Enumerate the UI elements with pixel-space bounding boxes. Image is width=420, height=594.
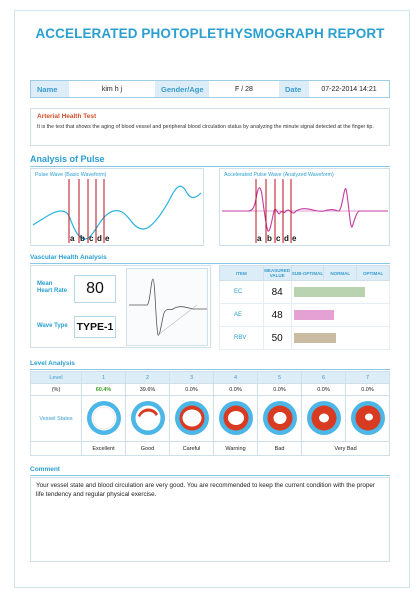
percent-cell: 0.0% (214, 384, 258, 396)
arterial-health-test-description: It is the test that shows the aging of blood vessel and peripheral blood circulation status by analyzing the minute signal detected at the finger tip. (37, 124, 374, 130)
vessel-cell (302, 396, 346, 442)
basic-waveform-caption: Pulse Wave (Basic Waveform) (35, 172, 107, 178)
table-row (220, 281, 390, 304)
percent-cell: 0.0% (170, 384, 214, 396)
header-measured-value: MEASURED VALUE (263, 266, 291, 281)
level-row-label: Level (31, 372, 82, 384)
level-analysis-heading: Level Analysis (30, 360, 75, 367)
table-row (220, 327, 390, 350)
percent-row-label: (%) (31, 384, 82, 396)
percent-cell: 0.0% (302, 384, 346, 396)
date-value: 07-22-2014 14:21 (309, 81, 389, 97)
item-value: 84 (263, 281, 291, 304)
level-cell: 3 (170, 372, 214, 384)
item-name: EC (220, 281, 264, 304)
marker-d-label: d (97, 234, 102, 243)
item-name: RBV (220, 327, 264, 350)
level-cell: 4 (214, 372, 258, 384)
vascular-health-heading: Vascular Health Analysis (30, 254, 107, 261)
level-cell: 5 (258, 372, 302, 384)
arterial-health-test-box (30, 108, 390, 146)
marker-a-label: a (70, 234, 75, 243)
percent-cell-highlight: 60.4% (82, 384, 126, 396)
item-bar-cell (291, 304, 389, 327)
name-label: Name (31, 81, 69, 97)
vessel-icon-7 (348, 398, 388, 438)
level-cell: 6 (302, 372, 346, 384)
item-bar-cell (291, 281, 389, 304)
state-row-spacer (31, 442, 82, 456)
mean-heart-rate-value: 80 (74, 275, 116, 303)
level-analysis-table (30, 371, 390, 456)
basic-waveform-chart (31, 169, 205, 247)
state-name: Warning (214, 442, 258, 456)
wave-type-label: Wave Type (37, 323, 68, 329)
vessel-icon-3 (172, 398, 212, 438)
basic-waveform-line (33, 186, 201, 239)
state-name: Bad (258, 442, 302, 456)
vessel-icon-1 (84, 398, 124, 438)
rbv-bar (294, 333, 336, 343)
vessel-cell (346, 396, 390, 442)
item-name: AE (220, 304, 264, 327)
wave-type-figure (126, 268, 208, 346)
date-label: Date (279, 81, 309, 97)
basic-waveform-panel (30, 168, 204, 246)
analyzed-waveform-panel (219, 168, 390, 246)
header-sub-optimal: SUB-OPTIMAL (291, 266, 324, 281)
ec-bar (294, 287, 365, 297)
state-name: Good (126, 442, 170, 456)
analyzed-marker-a-label: a (257, 234, 262, 243)
analyzed-marker-c-label: c (276, 234, 281, 243)
marker-b-label: b (80, 234, 85, 243)
gender-age-value: F / 28 (209, 81, 279, 97)
report-title: ACCELERATED PHOTOPLETHYSMOGRAPH REPORT (35, 26, 385, 41)
level-cell: 1 (82, 372, 126, 384)
vessel-icon-4 (216, 398, 256, 438)
vessel-cell (126, 396, 170, 442)
level-cell: 2 (126, 372, 170, 384)
analyzed-waveform-chart (220, 169, 391, 247)
gender-age-label: Gender/Age (155, 81, 209, 97)
state-name: Careful (170, 442, 214, 456)
vascular-health-divider (30, 263, 390, 264)
arterial-health-test-heading: Arterial Health Test (37, 113, 97, 120)
mean-heart-rate-label: Mean Heart Rate (37, 281, 68, 295)
comment-divider (30, 475, 390, 476)
analyzed-marker-d-label: d (284, 234, 289, 243)
marker-e-label: e (105, 234, 110, 243)
wave-type-curve-chart (127, 269, 209, 347)
state-name-very-bad: Very Bad (302, 442, 390, 456)
state-name: Excellent (82, 442, 126, 456)
wave-type-value: TYPE-1 (74, 316, 116, 338)
vessel-cell (214, 396, 258, 442)
marker-c-label: c (89, 234, 94, 243)
vessel-icon-5 (260, 398, 300, 438)
comment-heading: Comment (30, 466, 60, 473)
vascular-health-table (219, 265, 390, 350)
percent-cell: 39.6% (126, 384, 170, 396)
name-value: kim h j (69, 81, 155, 97)
vessel-states-label: Vessel States (31, 396, 82, 442)
analyzed-waveform-caption: Accelerated Pulse Wave (Analyzed Waveform) (224, 172, 334, 178)
item-value: 50 (263, 327, 291, 350)
item-bar-cell (291, 327, 389, 350)
vessel-cell (170, 396, 214, 442)
percent-cell: 0.0% (346, 384, 390, 396)
wave-type-guide-line (158, 305, 197, 335)
analyzed-marker-b-label: b (267, 234, 272, 243)
level-cell: 7 (346, 372, 390, 384)
table-row (220, 304, 390, 327)
comment-box: Your vessel state and blood circulation are very good. You are recommended to keep the current condition with the proper life tendency and regular physical exercise. (30, 477, 390, 562)
analyzed-waveform-line (222, 188, 388, 231)
analysis-of-pulse-divider (30, 166, 390, 167)
analysis-of-pulse-heading: Analysis of Pulse (30, 154, 105, 164)
item-value: 48 (263, 304, 291, 327)
ae-bar (294, 310, 334, 320)
header-optimal: OPTIMAL (357, 266, 390, 281)
analyzed-marker-e-label: e (292, 234, 297, 243)
header-normal: NORMAL (324, 266, 357, 281)
wave-type-curve (129, 279, 207, 335)
header-item: ITEM (220, 266, 264, 281)
percent-cell: 0.0% (258, 384, 302, 396)
vessel-icon-6 (304, 398, 344, 438)
vessel-cell (258, 396, 302, 442)
vessel-cell (82, 396, 126, 442)
vessel-icon-2 (128, 398, 168, 438)
level-analysis-divider (30, 369, 390, 370)
patient-info-bar (30, 80, 390, 98)
